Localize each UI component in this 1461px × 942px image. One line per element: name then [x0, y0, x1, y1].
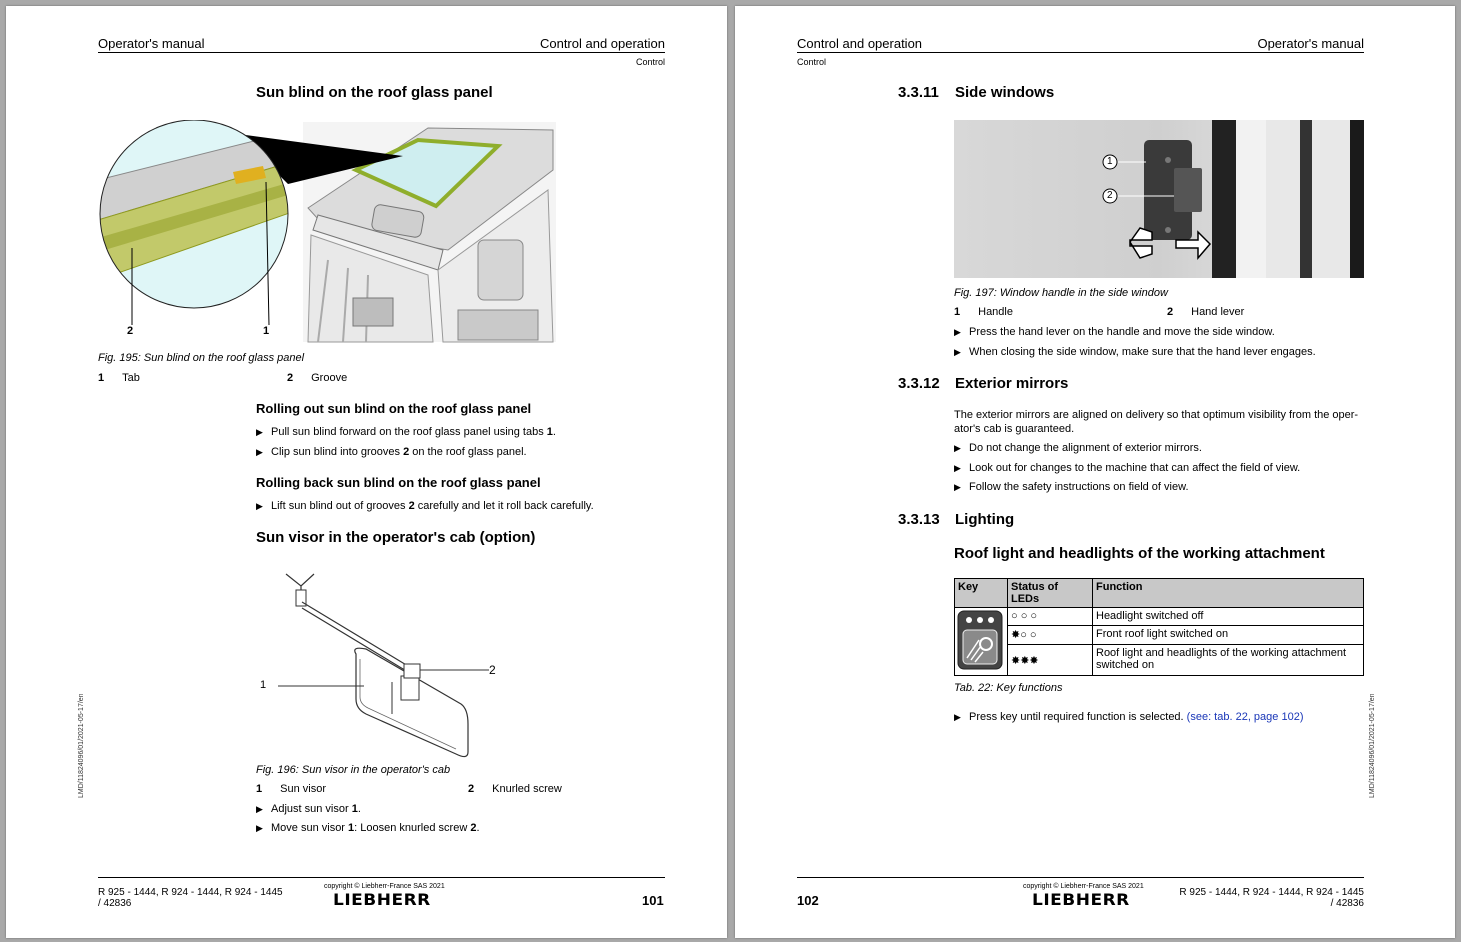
page-number: 102: [797, 893, 819, 908]
section-number-3313: 3.3.13: [898, 511, 940, 528]
section-title-side-windows: Side windows: [955, 84, 1055, 101]
liebherr-logo: LIEBHERR: [333, 890, 431, 910]
header-left: Operator's manual: [98, 36, 205, 51]
header-left: Control and operation: [797, 36, 923, 51]
table-header-row: [955, 579, 1364, 608]
fig197-legend-2: 2 Hand lever: [1167, 306, 1245, 318]
fig196-legend-2: 2 Knurled screw: [468, 783, 562, 795]
sidebar-doc-id: LMD/11824096/01/2021-05-17/en: [1369, 693, 1376, 798]
visor-step-2: ▶ Move sun visor 1: Loosen knurled screw 2.: [256, 822, 480, 834]
fig197-callout-2: 2: [1107, 190, 1113, 201]
table-row: [955, 626, 1364, 645]
rolling-out-title: Rolling out sun blind on the roof glass panel: [256, 401, 532, 416]
footer-copyright: copyright © Liebherr-France SAS 2021: [324, 883, 445, 890]
side-window-step-2: ▶ When closing the side window, make sure that the hand lever engages.: [954, 346, 1316, 358]
page-number: 101: [642, 893, 664, 908]
rolling-back-title: Rolling back sun blind on the roof glass panel: [256, 475, 541, 490]
fig195-caption: Fig. 195: Sun blind on the roof glass panel: [98, 352, 305, 364]
rolling-out-step-1: ▶ Pull sun blind forward on the roof glass panel using tabs 1.: [256, 426, 556, 438]
fig197-callout-1: 1: [1107, 156, 1113, 167]
section-number-3311: 3.3.11: [898, 84, 939, 101]
visor-step-1: ▶ Adjust sun visor 1.: [256, 803, 361, 815]
rolling-back-step-1: ▶ Lift sun blind out of grooves 2 carefully and let it roll back carefully.: [256, 500, 594, 512]
fig196-caption: Fig. 196: Sun visor in the operator's cab: [256, 764, 451, 776]
section-title-exterior-mirrors: Exterior mirrors: [955, 375, 1069, 392]
function-2: Front roof light switched on: [1093, 626, 1364, 645]
header-right: Operator's manual: [1257, 36, 1364, 51]
fig196-legend-1: 1 Sun visor: [256, 783, 326, 795]
section-title-sun-visor: Sun visor in the operator's cab (option): [256, 529, 536, 546]
mirrors-step-1: ▶ Do not change the alignment of exterior mirrors.: [954, 442, 1202, 454]
figure-196-illustration: [256, 564, 506, 759]
lighting-subtitle: Roof light and headlights of the working attachment: [954, 545, 1325, 562]
led-status-1: ○ ○ ○: [1008, 608, 1093, 626]
lighting-key-cell: [955, 608, 1008, 676]
right-page: [735, 6, 1455, 938]
footer-models: R 925 - 1444, R 924 - 1444, R 924 - 1445: [98, 887, 283, 898]
led-status-2: ✸○ ○: [1008, 626, 1093, 645]
table-row: [955, 645, 1364, 676]
mirrors-paragraph: The exterior mirrors are aligned on delivery so that optimum visibility from the oper- ator's cab is guaranteed.: [954, 409, 1359, 435]
header-rule: [98, 52, 665, 53]
footer-copyright: copyright © Liebherr-France SAS 2021: [1023, 883, 1144, 890]
fig195-callout-2: 2: [127, 325, 134, 337]
footer-models: R 925 - 1444, R 924 - 1444, R 924 - 1445: [1179, 887, 1364, 898]
header-sub: Control: [635, 57, 665, 67]
sidebar-doc-id: LMD/11824096/01/2021-05-17/en: [78, 693, 85, 798]
led-status-3: ✸✸✸: [1008, 645, 1093, 676]
fig196-callout-1: 1: [260, 679, 267, 691]
footer-rule: [98, 877, 665, 878]
fig197-caption: Fig. 197: Window handle in the side window: [954, 287, 1168, 299]
footer-rule: [797, 877, 1364, 878]
table-header-leds: Status of LEDs: [1008, 579, 1093, 608]
table-header-key: Key: [955, 579, 1008, 608]
table-header-function: Function: [1093, 579, 1364, 608]
table-reference-link[interactable]: (see: tab. 22, page 102): [1186, 711, 1304, 723]
side-window-step-1: ▶ Press the hand lever on the handle and move the side window.: [954, 326, 1275, 338]
section-title-sun-blind: Sun blind on the roof glass panel: [256, 84, 493, 101]
headlight-key-icon: [957, 610, 1003, 670]
fig195-legend-2: 2 Groove: [287, 372, 348, 384]
fig195-callout-1: 1: [263, 325, 270, 337]
table-row: [955, 608, 1364, 626]
header-sub: Control: [797, 57, 827, 67]
footer-doc: / 42836: [1330, 898, 1364, 909]
header-rule: [797, 52, 1364, 53]
liebherr-logo: LIEBHERR: [1032, 890, 1130, 910]
fig197-legend-1: 1 Handle: [954, 306, 1013, 318]
fig195-legend-1: 1 Tab: [98, 372, 140, 384]
footer-doc: / 42836: [98, 898, 132, 909]
section-title-lighting: Lighting: [955, 511, 1015, 528]
left-page: [6, 6, 727, 938]
mirrors-step-3: ▶ Follow the safety instructions on field of view.: [954, 481, 1189, 493]
function-1: Headlight switched off: [1093, 608, 1364, 626]
lighting-step-1: ▶ Press key until required function is selected. (see: tab. 22, page 102): [954, 711, 1304, 723]
figure-197-photo: [954, 120, 1364, 278]
key-functions-table: [954, 578, 1364, 676]
figure-195-illustration: [98, 120, 558, 352]
mirrors-step-2: ▶ Look out for changes to the machine that can affect the field of view.: [954, 462, 1301, 474]
function-3: Roof light and headlights of the working attachment switched on: [1093, 645, 1364, 676]
rolling-out-step-2: ▶ Clip sun blind into grooves 2 on the roof glass panel.: [256, 446, 527, 458]
table-caption: Tab. 22: Key functions: [954, 682, 1063, 694]
section-number-3312: 3.3.12: [898, 375, 940, 392]
fig196-callout-2: 2: [489, 663, 496, 677]
header-right: Control and operation: [539, 36, 665, 51]
